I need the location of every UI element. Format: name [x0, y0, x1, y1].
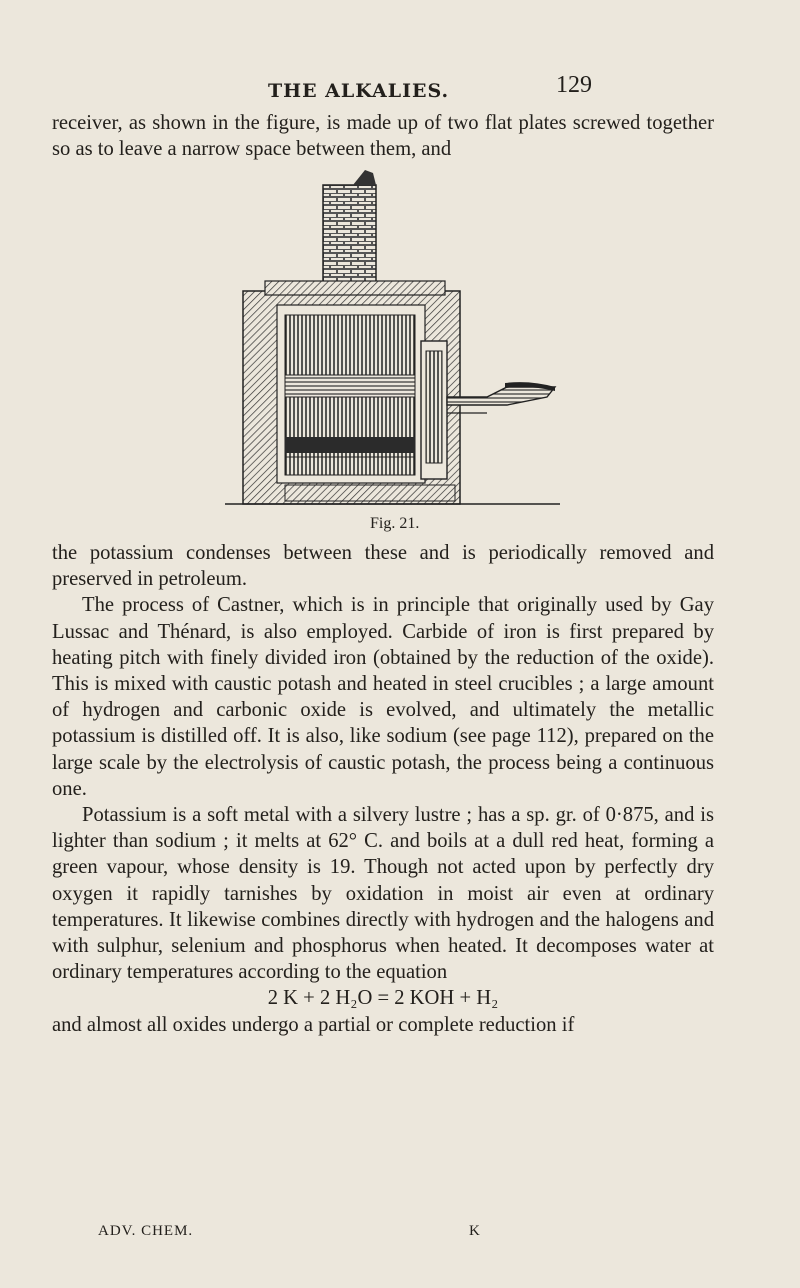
signature-mark: ADV. CHEM. [98, 1223, 194, 1239]
figure-caption: Fig. 21. [370, 515, 420, 532]
main-text [52, 540, 714, 1038]
signature-letter: K [469, 1223, 480, 1239]
paragraph: receiver, as shown in the figure, is made up of two flat plates screwed together so as to leave a narrow space between them, and [52, 112, 714, 161]
paragraph: The process of Castner, which is in principle that originally used by Gay Lussac and Thénard, is also employed. Carbide of iron is first prepared by heating pitch with finely divided iron (obtained by the reduction of the oxide). This is mixed with caustic potash and heated in steel crucibles ; a large amount of hydrogen and carbonic oxide is evolved, and ultimately the metallic potassium is distilled off. It is also, like sodium (see page 112), prepared on the large scale by the electrolysis of caustic potash, the process being a continuous one. [52, 594, 714, 800]
top-paragraph [52, 110, 714, 162]
page-number: 129 [556, 72, 592, 98]
paragraph: and almost all oxides undergo a partial or complete reduction if [52, 1013, 575, 1036]
paragraph: Potassium is a soft metal with a silvery lustre ; has a sp. gr. of 0·875, and is lighter than sodium ; it melts at 62° C. and boils at a dull red heat, forming a green vapour, whose density is 19. Though not acted upon by perfectly dry oxygen it rapidly tarnishes by oxidation in moist air even at ordinary temperatures. It likewise combines directly with hydrogen and the halogens and with sulphur, selenium and phosphorus when heated. It decomposes water at ordinary temperatures according to the equation [52, 804, 714, 984]
chimney [323, 185, 376, 290]
equation: 2 K + 2 H₂O = 2 KOH + H₂ [267, 987, 499, 1010]
paragraph: the potassium condenses between these and is periodically removed and preserved in petroleum. [52, 542, 714, 591]
apparatus-figure [225, 165, 570, 517]
running-head: THE ALKALIES. [268, 80, 450, 102]
receiver-pipe [447, 387, 555, 405]
